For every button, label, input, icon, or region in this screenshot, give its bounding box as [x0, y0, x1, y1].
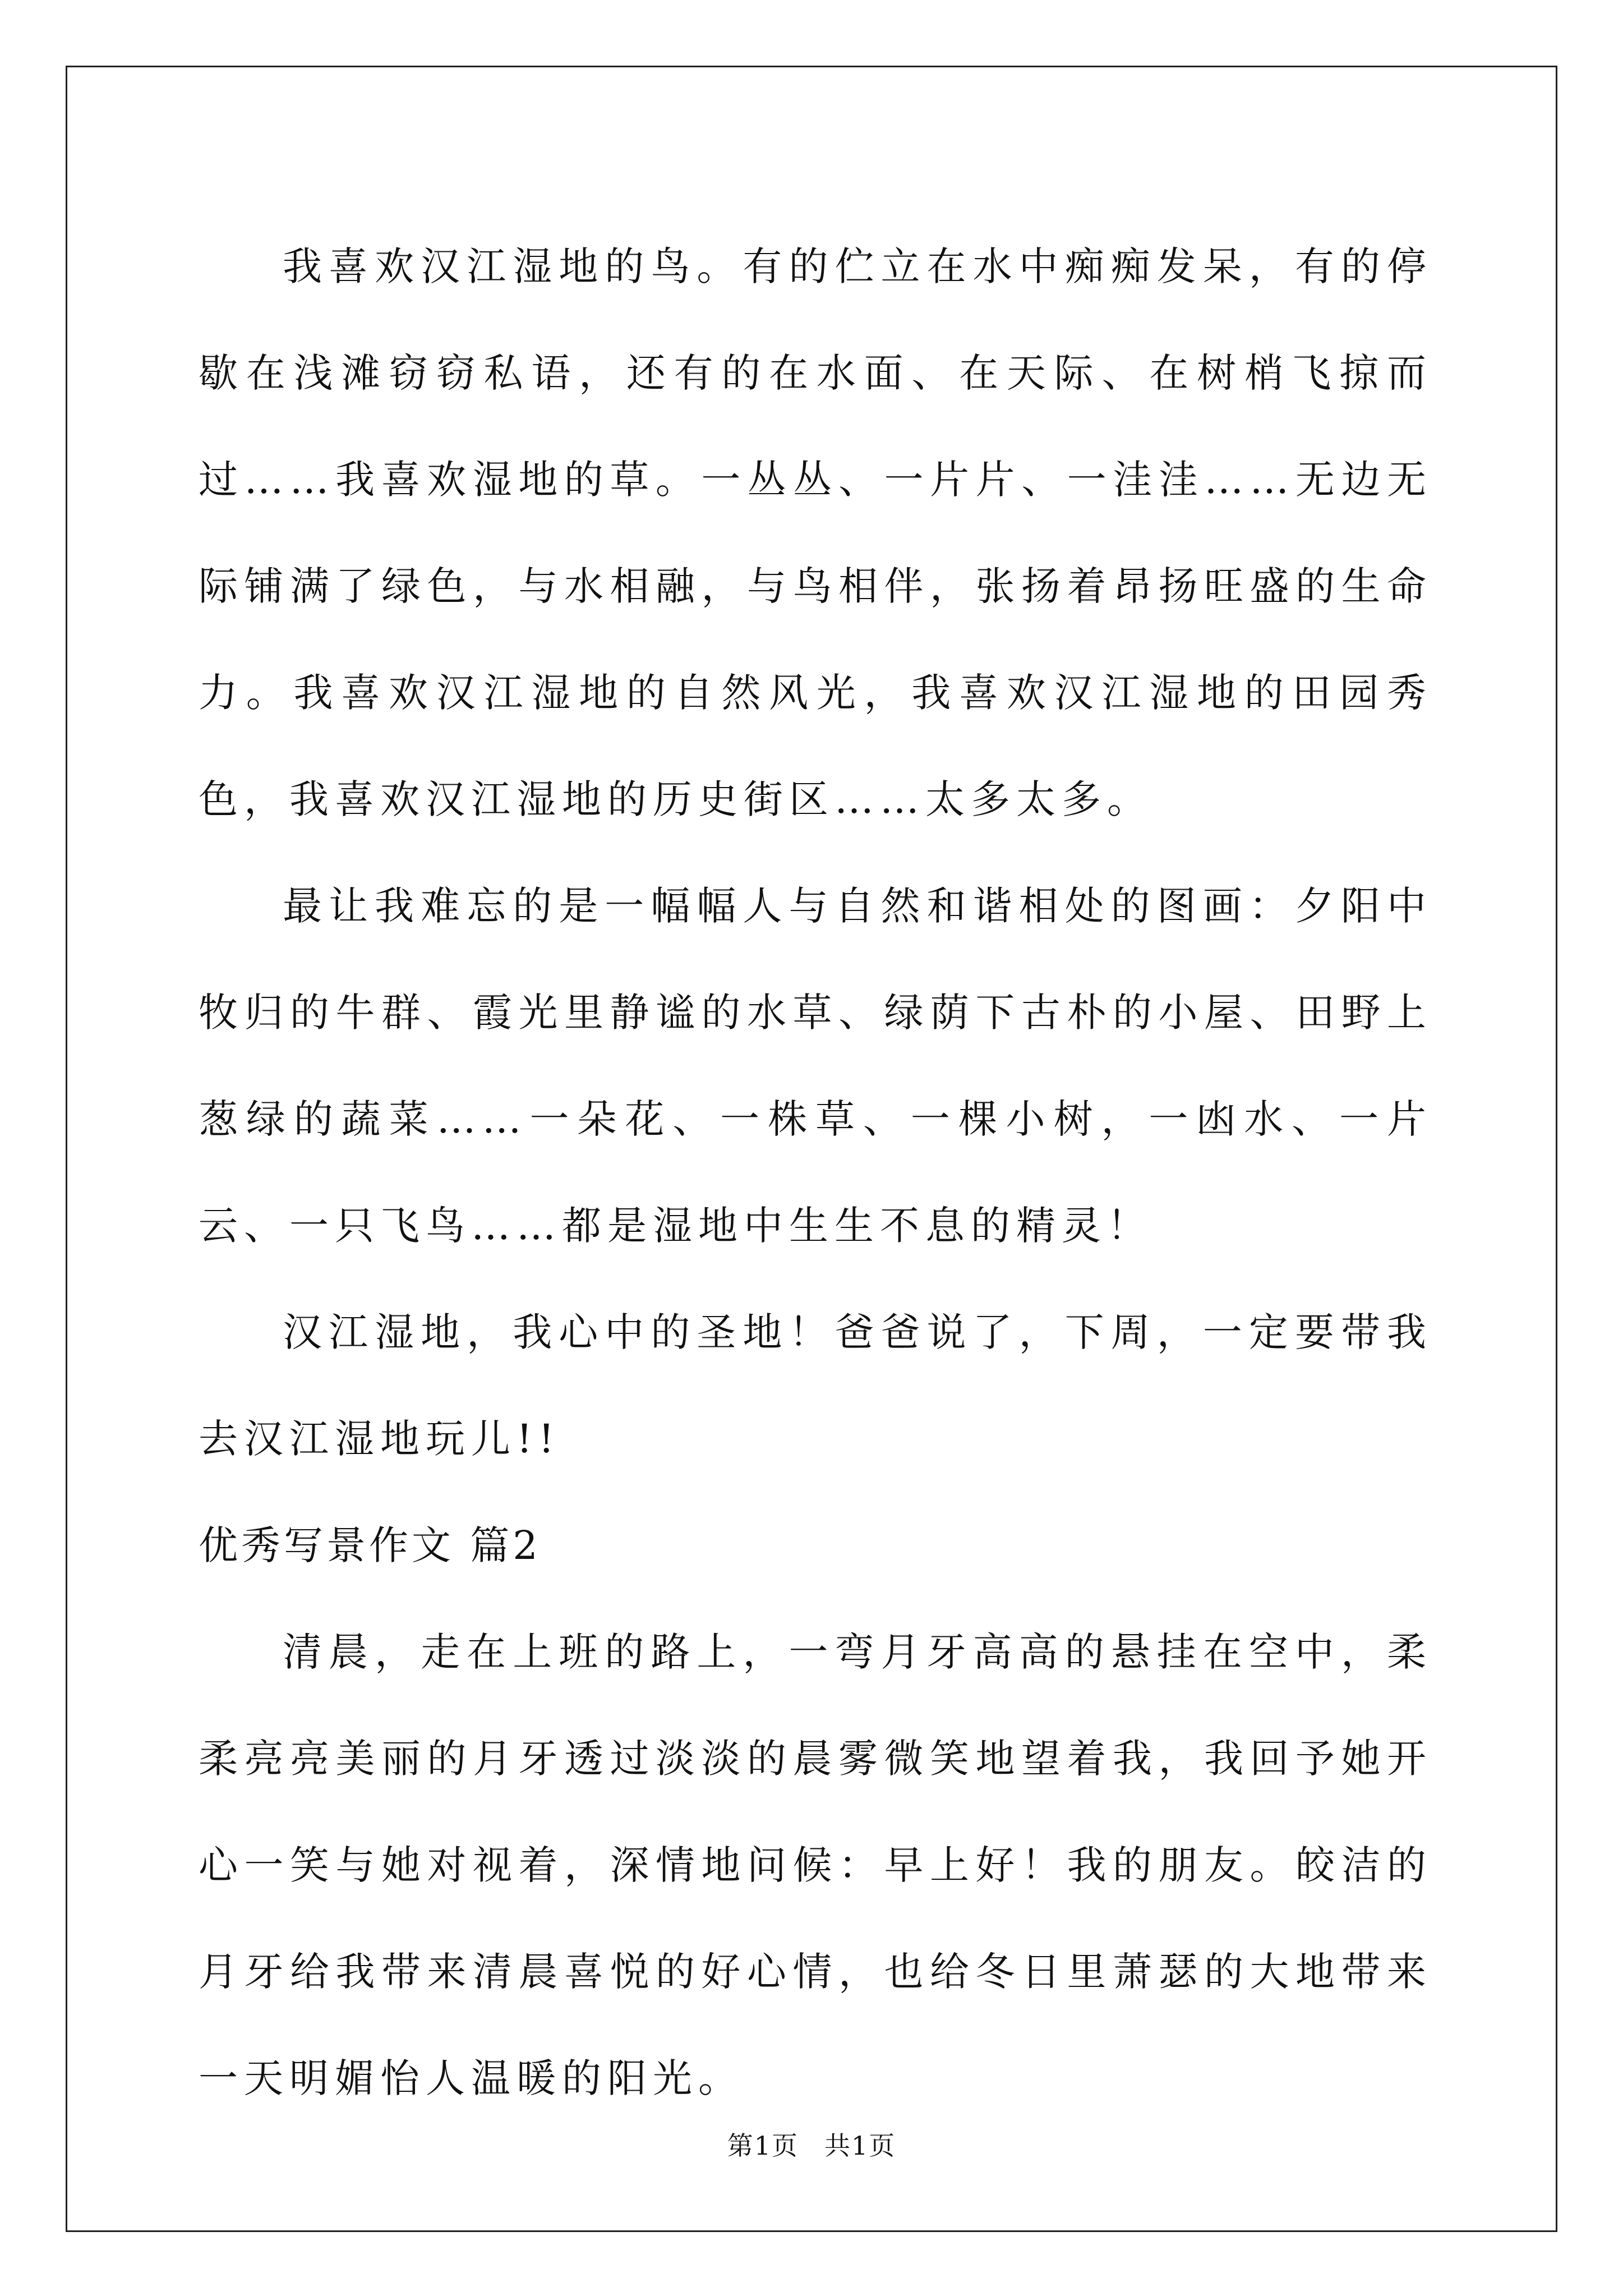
section-heading: 优秀写景作文 篇2 [199, 1522, 541, 1568]
paragraph-birds-grass: 我喜欢汉江湿地的鸟。有的伫立在水中痴痴发呆，有的停歇在浅滩窃窃私语，还有的在水面、在天际、在树梢飞掠而过……我喜欢湿地的草。一丛丛、一片片、一洼洼……无边无际铺满了绿色，与水相融，与鸟相伴，张扬着昂扬旺盛的生命力。我喜欢汉江湿地的自然风光，我喜欢汉江湿地的田园秀色，我喜欢汉江湿地的历史街区……太多太多。 [199, 243, 1432, 822]
page-number-current: 第1页 [727, 2131, 799, 2161]
document-body [199, 213, 1432, 2132]
paragraph-harmony: 最让我难忘的是一幅幅人与自然和谐相处的图画：夕阳中牧归的牛群、霞光里静谧的水草、绿荫下古朴的小屋、田野上葱绿的蔬菜……一朵花、一株草、一棵小树，一凼水、一片云、一只飞鸟……都是湿地中生生不息的精灵！ [199, 883, 1432, 1249]
paragraph-holy-land: 汉江湿地，我心中的圣地！爸爸说了，下周，一定要带我去汉江湿地玩儿!! [199, 1309, 1432, 1462]
page-footer [0, 2129, 1623, 2162]
paragraph-morning-moon: 清晨，走在上班的路上，一弯月牙高高的悬挂在空中，柔柔亮亮美丽的月牙透过淡淡的晨雾微笑地望着我，我回予她开心一笑与她对视着，深情地问候：早上好！我的朋友。皎洁的月牙给我带来清晨喜悦的好心情，也给冬日里萧瑟的大地带来一天明媚怡人温暖的阳光。 [199, 1629, 1432, 2101]
page-number-total: 共1页 [824, 2131, 896, 2161]
